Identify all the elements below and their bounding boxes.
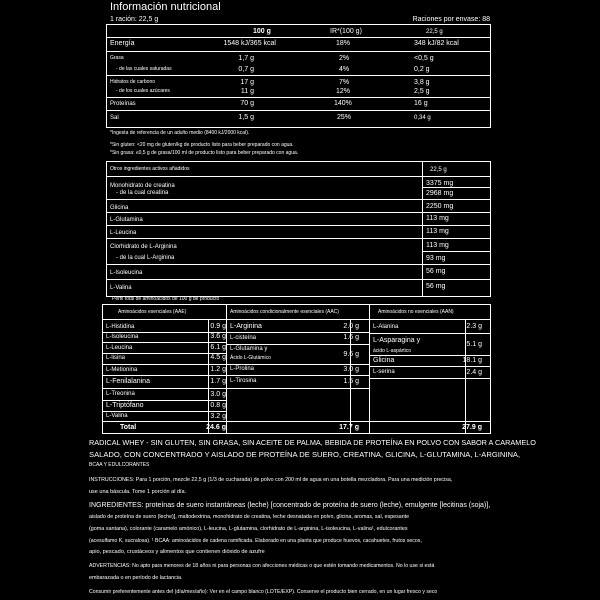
saturated-label: - de las cuales saturadas [116,66,172,72]
divider [226,344,369,345]
amino-label: L-cisteína [230,335,257,341]
warnings: ADVERTENCIAS: No apto para menores de 18 años ni para personas con afecciones médicas o que estén tomando medicamentos. No lo use si está [89,563,435,569]
fat-label: Grasa [110,55,124,61]
divider [226,388,369,389]
amino-value: 6.1 g [210,344,226,351]
amino-label: L-Isoleucina [106,334,139,340]
active-row-value: 113 mg [426,242,449,249]
amino-col1-title: Aminoácidos esenciales (AAE) [118,309,187,315]
active-row-label: Monohidrato de creatina [110,183,175,189]
instructions: INSTRUCCIONES: Para 1 porción, mezcle 22,5 g (1/3 de cucharada) de polvo con 200 ml de agua en una botella mezcladora. Para una medición precisa, [89,477,453,483]
amino-value: 3.6 g [210,333,226,340]
divider [106,199,491,200]
divider [422,187,491,188]
amino-value: 2.0 g [343,323,359,330]
active-row-value: 2250 mg [426,203,454,210]
protein-100g: 70 g [240,100,254,107]
divider [106,279,491,280]
protein-serving: 16 g [414,100,428,107]
active-row-label: - de la cual L-Arginina [116,255,175,261]
divider [102,342,226,343]
active-row-label: Clorhidrato de L-Arginina [110,244,177,250]
amino-profile-title: Perfil total de aminoácidos de 100 g de producto [112,296,220,302]
saturated-ir: 4% [339,66,350,73]
divider [102,411,226,412]
divider [102,319,491,320]
amino-value: 9.6 g [343,351,359,358]
product-description: BCAA Y EDULCORANTES [89,462,150,468]
active-row-value: 113 mg [426,215,449,222]
energy-serving: 348 kJ/82 kcal [414,40,459,47]
active-row-value: 56 mg [426,283,446,290]
amino-value: 0.8 g [210,402,226,409]
amino-value: 1.5 g [343,378,359,385]
amino-total-aae: 24.6 g [206,424,226,431]
product-description: SALADO, CON CONCENTRADO Y AISLADO DE PROTEÍNA DE SUERO, CREATINA, GLICINA, L-GLUTAMINA, L-ARGININA, [89,450,521,459]
amino-value: 18.1 g [462,357,482,364]
sugars-100g: 11 g [240,88,254,95]
warnings: embarazada o en período de lactancia. [89,575,183,581]
amino-label: L-lisina [106,355,126,361]
divider [106,212,491,213]
active-header-value: 22,5 g [430,167,447,173]
saturated-serving: 0,2 g [414,66,430,73]
ingredients-text: INGREDIENTES: proteínas de suero instantáneas (leche) [concentrado de proteína de suero (leche), emulgente [lecitinas (soja)], [89,502,491,509]
amino-label: L-Valina [106,413,128,419]
divider [422,251,491,252]
footnote: *Sin grasa: ≤0,5 g de grasa/100 ml de producto listo para beber preparado con agua. [110,150,299,156]
product-description: RADICAL WHEY - SIN GLUTEN, SIN GRASA, SIN ACEITE DE PALMA, BEBIDA DE PROTEÍNA EN POLVO CON SABOR A CARAMELO [89,438,536,447]
carbs-serving: 3,8 g [414,79,430,86]
amino-value: 4.5 g [210,354,226,361]
fat-ir: 2% [339,55,350,62]
protein-ir: 140% [334,100,352,107]
amino-value: 3.0 g [210,391,226,398]
ingredients-text: aislado de proteína de suero (leche)], maltodextrina, monohidrato de creatina, leche desnatada en polvo, glicina, aromas, sal, espesante [89,514,410,520]
divider [226,364,369,365]
divider [422,161,423,297]
divider [106,176,491,177]
nutrition-title: Información nutricional [110,1,221,13]
amino-total-aan: 27.9 g [462,424,482,431]
amino-label: L-Triptófano [106,402,144,409]
col-serving-header: 22,5 g [426,29,443,35]
amino-col2-title: Aminoácidos condicionalmente esenciales (AAC) [230,309,339,315]
carbs-label: Hidratos de carbono [110,79,156,85]
protein-label: Proteínas [110,101,136,107]
amino-label: Glicina [373,357,395,364]
energy-label: Energía [110,40,135,47]
divider [369,304,370,434]
divider [106,97,491,98]
amino-label: ácido L-aspártico [373,348,412,354]
carbs-100g: 17 g [240,79,254,86]
amino-total-label: Total [120,424,137,431]
sugars-ir: 12% [336,88,351,95]
fat-serving: <0,5 g [414,55,434,62]
active-row-value: 93 mg [426,255,446,262]
amino-total-aac: 17.7 g [339,424,359,431]
amino-label: L-serina [373,369,395,375]
salt-serving: 0,34 g [414,115,431,121]
divider [369,366,491,367]
divider [106,51,491,52]
amino-table [102,304,491,434]
footnote: *Sin gluten: <20 mg de gluten/kg de producto listo para beber preparado con agua. [110,142,294,148]
active-row-label: L-Isoleucina [110,270,143,276]
divider [369,355,491,356]
saturated-100g: 0,7 g [238,66,254,73]
amino-label: L-Fenilalanina [106,378,150,385]
footnote: *Ingesta de referencia de un adulto medio (8400 kJ/2000 kcal). [110,130,250,136]
divider [102,400,226,401]
amino-value: 2.3 g [466,323,482,330]
amino-label: Ácido L-Glutámico [230,355,271,361]
amino-col3-title: Aminoácidos no esenciales (AAN) [378,309,454,315]
amino-label: L-Treonina [106,391,135,397]
amino-value: 1.2 g [210,366,226,373]
amino-value: 3.2 g [210,413,226,420]
amino-value: 1.6 g [343,334,359,341]
amino-label: L-Asparagina y [373,337,421,344]
active-row-value: 113 mg [426,228,449,235]
amino-label: L-Prolina [230,366,255,372]
amino-value: 1.7 g [210,378,226,385]
amino-label: L-Histidina [106,324,135,330]
active-row-label: L-Leucina [110,230,137,236]
fat-100g: 1,7 g [238,55,254,62]
serving-size: 1 ración: 22,5 g [110,16,159,23]
salt-label: Sal [110,115,119,121]
amino-label: L-Leucina [106,345,133,351]
divider [465,319,466,434]
salt-100g: 1,5 g [238,114,254,121]
instructions: use una báscula. Tome 1 porción al día. [89,489,187,495]
divider [102,388,226,389]
energy-ir: 18% [336,40,351,47]
active-row-value: 2968 mg [426,190,454,197]
divider [106,110,491,111]
divider [369,378,491,379]
amino-label: L-Arginina [230,323,262,330]
ingredients-text: (goma xantana), colorante (caramelo amónico), L-leucina, L-glutamina, clorhidrato de L-arginina, L-isoleucina, L-valina¹, edulcorantes [89,526,408,532]
salt-ir: 25% [337,114,352,121]
amino-value: 3.0 g [343,366,359,373]
divider [106,37,491,38]
ingredients-text: (acesulfamo K, sucralosa). ¹ BCAA: aminoácidos de cadena ramificada. Elaborado en una planta que produce huevos, cacahuetes, frutos secos, [89,538,422,544]
servings-per-pack: Raciones por envase: 88 [412,16,490,23]
divider [102,364,226,365]
divider [102,421,491,422]
active-row-label: Glicina [110,205,129,211]
active-row-label: L-Glutamina [110,217,143,223]
amino-value: 5.1 g [466,341,482,348]
divider [106,75,491,76]
divider [102,375,226,376]
col-ir-header: IR*(100 g) [330,28,362,35]
divider [226,304,227,434]
divider [106,238,491,239]
active-row-label: L-Valina [110,285,132,291]
col-100g-header: 100 g [253,28,271,35]
energy-100g: 1548 kJ/365 kcal [223,40,276,47]
amino-label: L-Metionina [106,367,138,373]
active-row-label: - de la cual creatina [116,190,169,196]
active-row-value: 3375 mg [426,180,454,187]
divider [226,332,369,333]
active-row-value: 56 mg [426,268,446,275]
active-header-label: Otros ingredientes activos añadidos [110,166,190,172]
storage-info: Consumir preferentemente antes del (día/mes/año): Ver en el campo blanco (LOTE/EXP). Conserve el producto bien cerrado, en un lugar fresco y seco [89,589,438,595]
amino-value: 2.4 g [466,369,482,376]
amino-label: L-Alanina [373,324,399,330]
carbs-ir: 7% [339,79,350,86]
amino-value: 0.9 g [210,323,226,330]
ingredients-text: apio, pescado, crustáceos y alimentos que contienen dióxido de azufre [89,549,265,555]
divider [226,375,369,376]
divider [106,225,491,226]
divider [369,333,491,334]
sugars-label: - de los cuales azúcares [116,88,170,94]
sugars-serving: 2,5 g [414,88,430,95]
amino-label: L-Tirosina [230,378,257,384]
divider [106,264,491,265]
amino-label: L-Glutamina y [230,346,268,352]
